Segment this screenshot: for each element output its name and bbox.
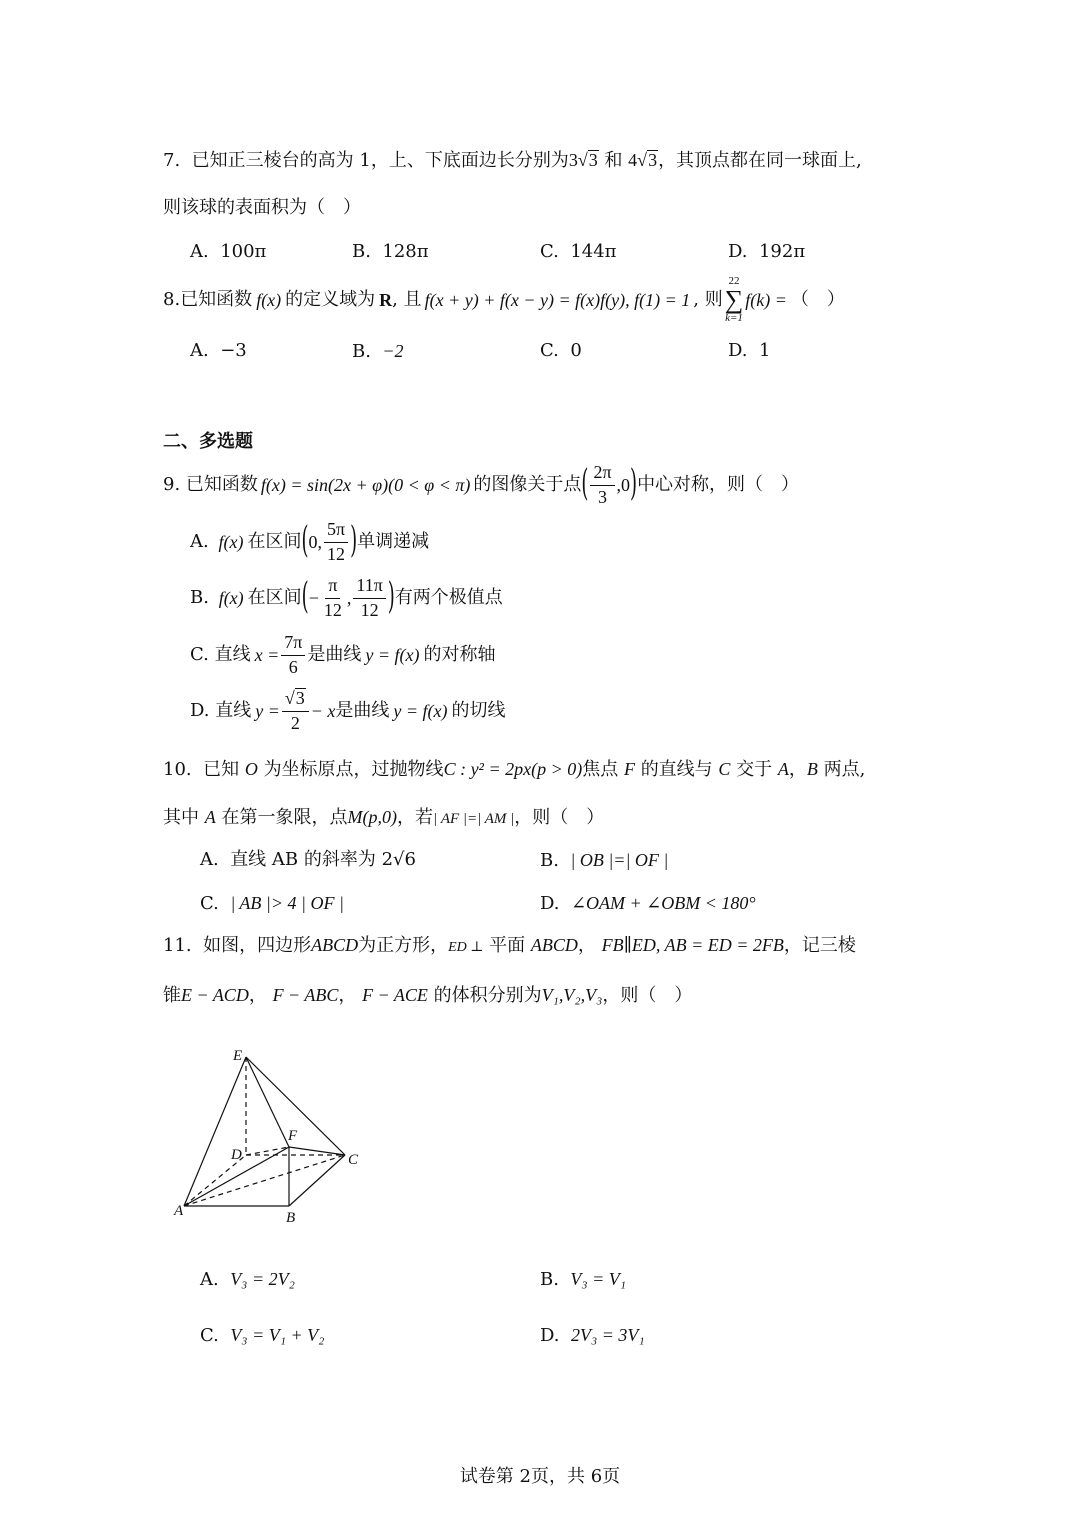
q11-text: 的体积分别为	[433, 985, 542, 1006]
option-label: D.	[728, 340, 748, 361]
option-text: ∠OAM + ∠OBM < 180°	[570, 893, 756, 913]
edge-AC	[184, 1155, 345, 1206]
q9-number: 9.	[163, 474, 181, 495]
q7-root-1: 3	[588, 150, 598, 170]
q10-text: ，若	[396, 807, 433, 828]
q7-value-2: 4	[628, 150, 638, 170]
q11-sep: ，	[248, 985, 267, 1006]
q10-text: 已知	[203, 759, 240, 780]
option-label: C.	[540, 241, 559, 262]
option-text: −3	[220, 340, 247, 361]
q9-option-b[interactable]: B. f(x) 在区间 ( − $\frac{\pi}{12}$ , $\frac{11\pi}{12}$ ) 有两个极值点	[190, 574, 503, 620]
q10-A: A	[777, 759, 789, 779]
q9-option-c[interactable]	[190, 629, 495, 681]
option-text: 单调递减	[357, 531, 430, 552]
q10-text: 两点,	[823, 759, 866, 780]
option-text: 2V₃ = 3V₁	[570, 1325, 645, 1345]
q10-B: B	[806, 759, 818, 779]
q11-line2	[163, 986, 692, 1005]
option-label: D.	[540, 893, 560, 914]
q8-line	[163, 275, 845, 324]
q8-equation: f(x + y) + f(x − y) = f(x)f(y), f(1) = 1	[424, 290, 691, 310]
frac-den: 2	[290, 713, 300, 733]
q10-C: C	[718, 759, 731, 779]
fraction	[324, 520, 348, 565]
option-text: | OB |=| OF |	[570, 850, 669, 870]
q10-text: 在第一象限，点	[221, 807, 348, 828]
q11-option-c[interactable]	[200, 1326, 324, 1345]
q11-text: 平面	[489, 935, 526, 956]
q9-point-fraction	[590, 463, 614, 508]
option-label: A.	[190, 340, 209, 361]
q9-option-a[interactable]: A. f(x) 在区间 ( 0, $\frac{5\pi}{12}$ ) 单调递减	[190, 518, 430, 564]
fx: f(x)	[218, 588, 244, 608]
minus-sign: −	[308, 588, 319, 608]
y-equals: y =	[255, 701, 280, 721]
q10-text: 为坐标原点，过抛物线	[263, 759, 444, 780]
frac-den: 12	[323, 599, 342, 620]
option-text: 是曲线	[335, 700, 390, 721]
comma: ,	[346, 588, 352, 608]
q8-text-2: 的定义域为	[285, 289, 376, 310]
q7-line1: 7. 已知正三棱台的高为 1，上、下底面边长分别为3√3 和 4√3，其顶点都在同一球面上,	[163, 150, 862, 171]
q7-root-2: 3	[648, 150, 658, 170]
q11-option-d[interactable]	[540, 1326, 645, 1345]
curve-eq: y = f(x)	[365, 645, 420, 665]
frac-den: 3	[597, 486, 607, 507]
q8-option-c[interactable]	[540, 342, 582, 360]
fraction: $\frac{√3}{2}$	[282, 688, 309, 734]
q8-number: 8.	[163, 289, 181, 310]
option-text: 直线	[215, 700, 252, 721]
q8-option-d[interactable]	[728, 342, 770, 360]
q11-pyramid-2: F − ABC	[272, 985, 339, 1005]
option-text: V₃ = V₁	[570, 1269, 627, 1289]
q11-option-a[interactable]	[200, 1270, 295, 1289]
q8-option-a[interactable]	[190, 342, 247, 360]
q7-option-b[interactable]	[352, 243, 429, 261]
option-label: B.	[352, 241, 371, 262]
option-label: C.	[540, 340, 559, 361]
q11-ED-perp: ED ⊥	[448, 940, 484, 955]
q9-option-d[interactable]	[190, 685, 506, 737]
frac-den: 12	[327, 543, 346, 564]
option-label: B.	[540, 1269, 559, 1290]
q10-text: 其中	[163, 807, 199, 828]
q7-option-c[interactable]	[540, 243, 617, 261]
option-text: 是曲线	[307, 644, 362, 665]
option-text: 1	[758, 340, 771, 361]
q11-text: 如图，四边形	[203, 935, 312, 956]
q8-fx: f(x)	[256, 290, 282, 310]
q10-number: 10.	[163, 759, 192, 780]
frac-num: 7π	[281, 633, 305, 656]
q10-M: M(p,0)	[347, 807, 397, 827]
frac-num: π	[325, 576, 340, 599]
frac-num: 5π	[324, 520, 348, 543]
option-text: 有两个极值点	[394, 587, 503, 608]
curve-eq: y = f(x)	[393, 701, 448, 721]
option-text: | AB |> 4 | OF |	[230, 893, 344, 913]
q8-fk: f(k) =	[745, 290, 787, 310]
option-label: D.	[190, 700, 210, 721]
section-heading-multiple-choice: 二、多选题	[163, 431, 253, 452]
geometry-figure	[170, 1040, 380, 1230]
q9-text-3: 中心对称，则（ ）	[637, 474, 800, 495]
edge-FC	[289, 1147, 345, 1155]
q11-relation: FB∥ED, AB = ED = 2FB	[601, 935, 784, 955]
label-A: A	[174, 1203, 184, 1219]
option-text: 的对称轴	[423, 644, 496, 665]
option-label: C.	[200, 1325, 219, 1346]
label-F: F	[288, 1128, 298, 1144]
q10-text: ，则（ ）	[514, 807, 605, 828]
q7-line2	[163, 199, 361, 217]
minus-x: − x	[310, 701, 336, 721]
q10-condition: | AF |=| AM |	[432, 811, 515, 827]
option-label: C.	[190, 644, 209, 665]
q7-option-d[interactable]	[728, 243, 805, 261]
option-text: 0	[570, 340, 582, 361]
q11-ABCD: ABCD	[311, 935, 359, 955]
q10-option-b[interactable]	[540, 851, 668, 870]
option-label: A.	[190, 531, 209, 552]
q11-text: ，	[577, 935, 596, 956]
sum-upper: 22	[728, 275, 740, 287]
q10-text: 焦点	[582, 759, 619, 780]
option-label: A.	[200, 849, 219, 870]
q11-text: 为正方形，	[358, 935, 449, 956]
option-label: D.	[728, 241, 748, 262]
option-text: 192π	[758, 241, 806, 262]
q10-option-d[interactable]	[540, 894, 756, 913]
fraction	[353, 576, 385, 621]
q10-text: 的直线与	[640, 759, 713, 780]
q10-option-c[interactable]	[200, 894, 344, 913]
option-text: 144π	[570, 241, 617, 262]
q11-text: 锥	[163, 985, 181, 1006]
fraction	[321, 576, 345, 621]
q7-number: 7.	[163, 150, 181, 171]
fraction	[281, 633, 305, 678]
q11-text: ，记三棱	[783, 935, 856, 956]
q8-R: R	[379, 290, 393, 310]
label-C: C	[348, 1152, 359, 1168]
q11-text: ，则（ ）	[602, 985, 693, 1006]
option-text: V₃ = 2V₂	[230, 1269, 295, 1289]
q7-option-a[interactable]	[190, 243, 266, 261]
option-label: A.	[190, 241, 209, 262]
frac-num: 2π	[590, 463, 614, 486]
q10-line2	[163, 808, 604, 827]
sum-lower: k=1	[725, 312, 743, 324]
option-label: B.	[352, 341, 371, 362]
q10-line1	[163, 760, 865, 779]
q9-point-tail: ,0	[616, 475, 631, 495]
interval-start: 0,	[308, 532, 322, 552]
option-label: B.	[190, 587, 209, 608]
label-E: E	[233, 1048, 243, 1064]
q10-F: F	[623, 759, 635, 779]
option-text: 在区间	[247, 587, 302, 608]
label-D: D	[231, 1147, 242, 1163]
q8-text-5: （ ）	[790, 289, 845, 310]
q8-option-b[interactable]	[352, 342, 404, 361]
edge-EF	[246, 1057, 289, 1147]
q11-volumes: V₁,V₂,V₃	[541, 985, 603, 1005]
q10-option-a[interactable]	[200, 851, 416, 869]
x-equals: x =	[254, 645, 280, 665]
frac-den: 12	[360, 599, 379, 620]
q10-O: O	[244, 759, 258, 779]
q9-line: 9. 已知函数 f(x) = sin(2x + φ)(0 < φ < π) 的图像关于点 ( $\frac{2\pi}{3}$ ,0 ) 中心对称，则（ ）	[163, 461, 800, 507]
page-footer: 试卷第 2页，共 6页	[459, 1466, 621, 1487]
q11-number: 11.	[163, 935, 192, 956]
option-text: V₃ = V₁ + V₂	[230, 1325, 325, 1345]
q11-pyramid-3: F − ACE	[362, 985, 428, 1005]
q10-A: A	[204, 807, 216, 827]
q7-stem-b: ，其顶点都在同一球面上,	[658, 150, 862, 171]
option-text: 直线 AB 的斜率为 2√6	[230, 849, 416, 870]
q9-text-1: 已知函数	[185, 474, 258, 495]
q11-pyramid-1: E − ACD	[181, 985, 249, 1005]
q7-stem-c: 则该球的表面积为（ ）	[163, 197, 361, 218]
option-label: A.	[200, 1269, 219, 1290]
edge-BC	[289, 1155, 345, 1206]
q9-text-2: 的图像关于点	[473, 474, 582, 495]
option-label: D.	[540, 1325, 560, 1346]
frac-den: 6	[288, 656, 298, 677]
q8-text-4: , 则	[693, 289, 723, 310]
q10-parabola: C : y² = 2px(p > 0)	[443, 759, 583, 779]
q11-sep: ，	[338, 985, 357, 1006]
label-B: B	[286, 1210, 296, 1226]
q10-text: ，	[788, 759, 807, 780]
frac-num: 11π	[353, 576, 385, 599]
sum-sigma: 22 ∑ k=1	[724, 275, 744, 324]
option-text: 直线	[214, 644, 251, 665]
q7-stem-a: 已知正三棱台的高为 1，上、下底面边长分别为	[191, 150, 569, 171]
q8-text-1: 已知函数	[180, 289, 253, 310]
option-label: C.	[200, 893, 219, 914]
frac-num-root: 3	[295, 688, 305, 709]
q8-text-3: , 且	[392, 289, 422, 310]
q11-ABCD: ABCD	[530, 935, 578, 955]
edge-EA	[184, 1057, 246, 1206]
option-text: 100π	[220, 241, 267, 262]
q10-text: 交于	[736, 759, 773, 780]
option-text: 128π	[382, 241, 429, 262]
q7-value-1: 3	[568, 150, 578, 170]
option-label: B.	[540, 850, 559, 871]
option-text: −2	[382, 341, 404, 361]
option-text: 的切线	[451, 700, 506, 721]
q9-equation: f(x) = sin(2x + φ)(0 < φ < π)	[260, 475, 471, 495]
q11-line1	[163, 936, 856, 955]
q11-option-b[interactable]	[540, 1270, 626, 1289]
q7-and: 和	[604, 150, 623, 171]
option-text: 在区间	[247, 531, 302, 552]
fx: f(x)	[218, 532, 244, 552]
